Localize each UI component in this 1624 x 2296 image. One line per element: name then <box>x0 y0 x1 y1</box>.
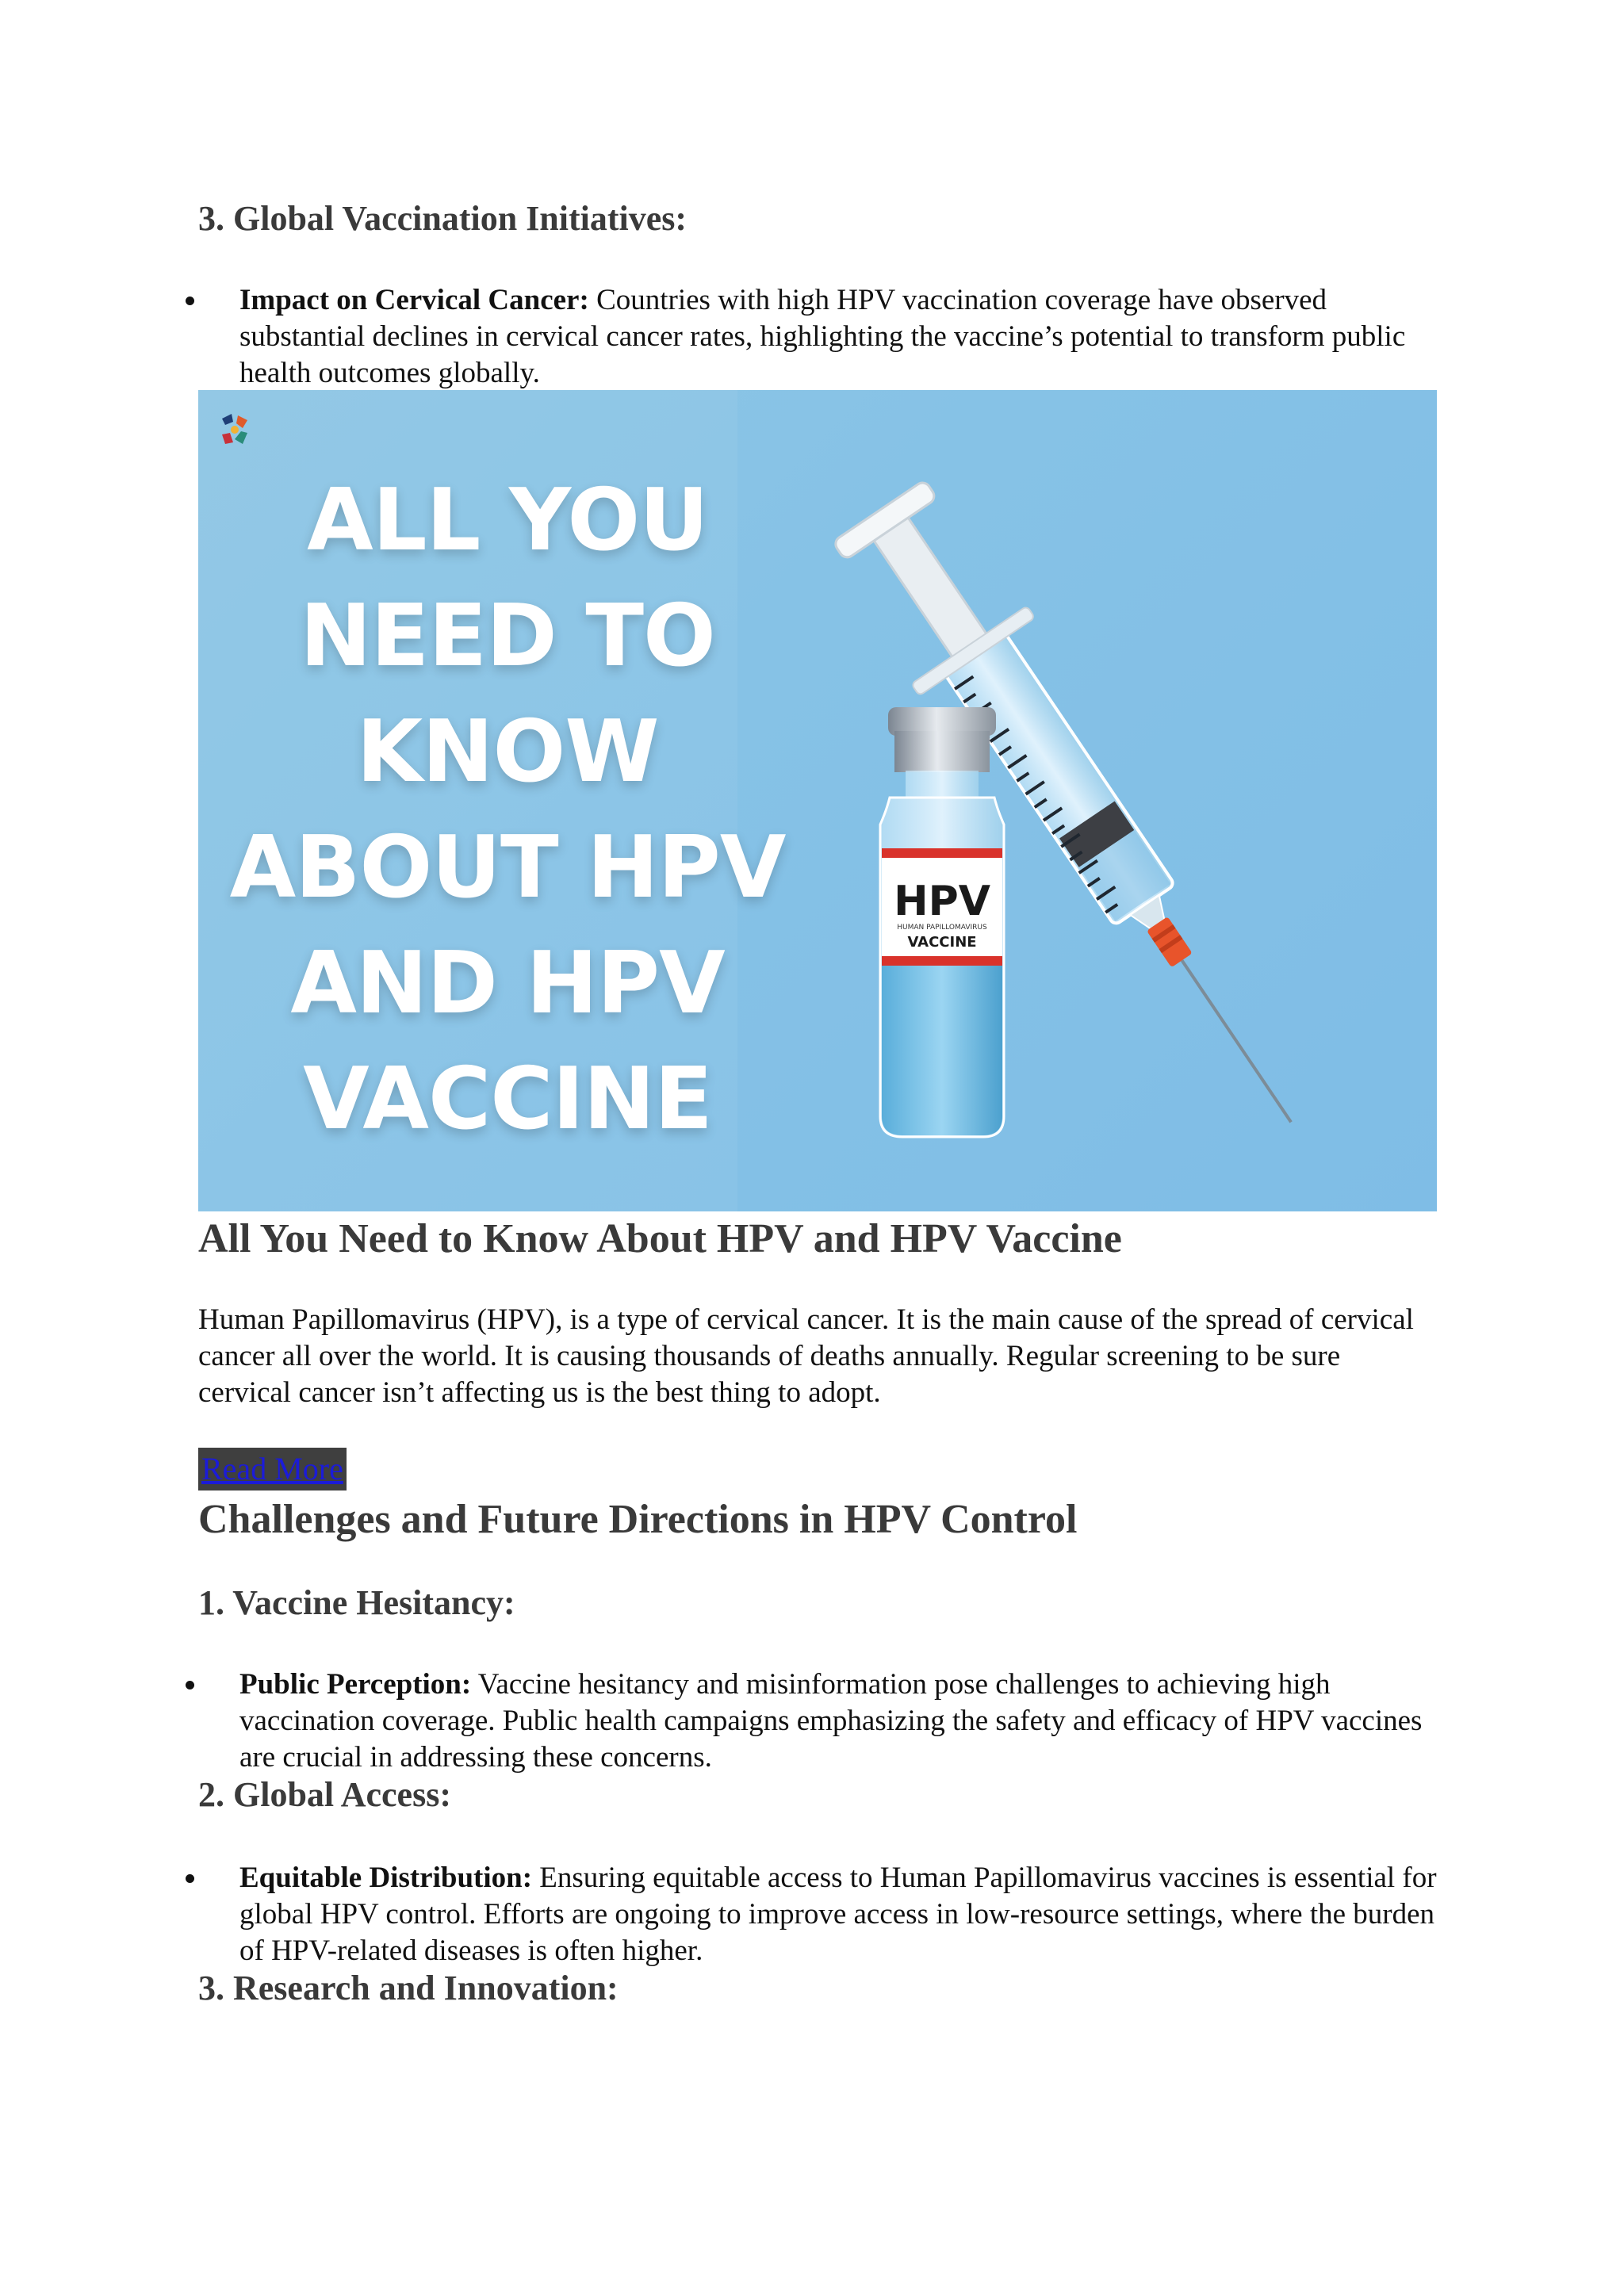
list-item <box>186 1860 1437 1968</box>
bullet-icon <box>186 297 194 305</box>
hero-illustration <box>198 390 1437 1211</box>
bullet-label: Impact on Cervical Cancer: <box>239 284 589 316</box>
hero-headline-line: ALL YOU <box>307 471 708 570</box>
bullet-text <box>239 1860 1437 1969</box>
read-more-link[interactable]: Read More <box>198 1448 347 1490</box>
hero-headline-line: VACCINE <box>303 1050 712 1149</box>
vial-icon <box>880 707 1004 1137</box>
bullet-body: Ensuring equitable access to Human Papillomavirus vaccines is essential for global HPV control. Efforts are ongoing to improve access in low-resource settings, where the burden of HPV-related diseases is often higher. <box>239 1862 1437 1967</box>
vial-label-main: HPV <box>894 878 990 925</box>
bullet-icon <box>186 1681 194 1689</box>
list-item <box>186 282 1431 390</box>
bullet-label: Equitable Distribution: <box>239 1862 533 1894</box>
subheading-vaccine-hesitancy: 1. Vaccine Hesitancy: <box>198 1583 515 1622</box>
hero-image <box>198 390 1437 1211</box>
vial-label-small: HUMAN PAPILLOMAVIRUS <box>897 924 987 932</box>
bullet-label: Public Perception: <box>239 1668 472 1701</box>
hero-headline-line: ABOUT HPV <box>229 818 786 917</box>
list-item <box>186 1667 1431 1774</box>
article-title: All You Need to Know About HPV and HPV Vaccine <box>198 1216 1122 1261</box>
section-heading-global-vaccination: 3. Global Vaccination Initiatives: <box>198 199 688 238</box>
hero-headline-line: AND HPV <box>290 934 725 1033</box>
bullet-text <box>239 1667 1437 1776</box>
section-heading-challenges: Challenges and Future Directions in HPV Control <box>198 1497 1078 1542</box>
bullet-icon <box>186 1874 194 1883</box>
bullet-body: Vaccine hesitancy and misinformation pose challenges to achieving high vaccination coverage. Public health campaigns emphasizing the safety and efficacy of HPV vaccines are crucial in addressing these concerns. <box>239 1668 1423 1774</box>
article-body: Human Papillomavirus (HPV), is a type of cervical cancer. It is the main cause of the spread of cervical cancer all over the world. It is causing thousands of deaths annually. Regular screening to be sure cervical cancer isn’t affecting us is the best thing to adopt. <box>198 1303 1414 1409</box>
hero-headline-line: NEED TO <box>300 587 715 686</box>
subheading-research-innovation: 3. Research and Innovation: <box>198 1969 619 2007</box>
subheading-global-access: 2. Global Access: <box>198 1775 451 1814</box>
bullet-body: Countries with high HPV vaccination coverage have observed substantial declines in cervical cancer rates, highlighting the vaccine’s potential to transform public health outcomes globally. <box>239 284 1406 389</box>
bullet-text <box>239 282 1437 392</box>
vial-label-sub: VACCINE <box>907 934 977 951</box>
hero-headline-line: KNOW <box>356 702 659 802</box>
